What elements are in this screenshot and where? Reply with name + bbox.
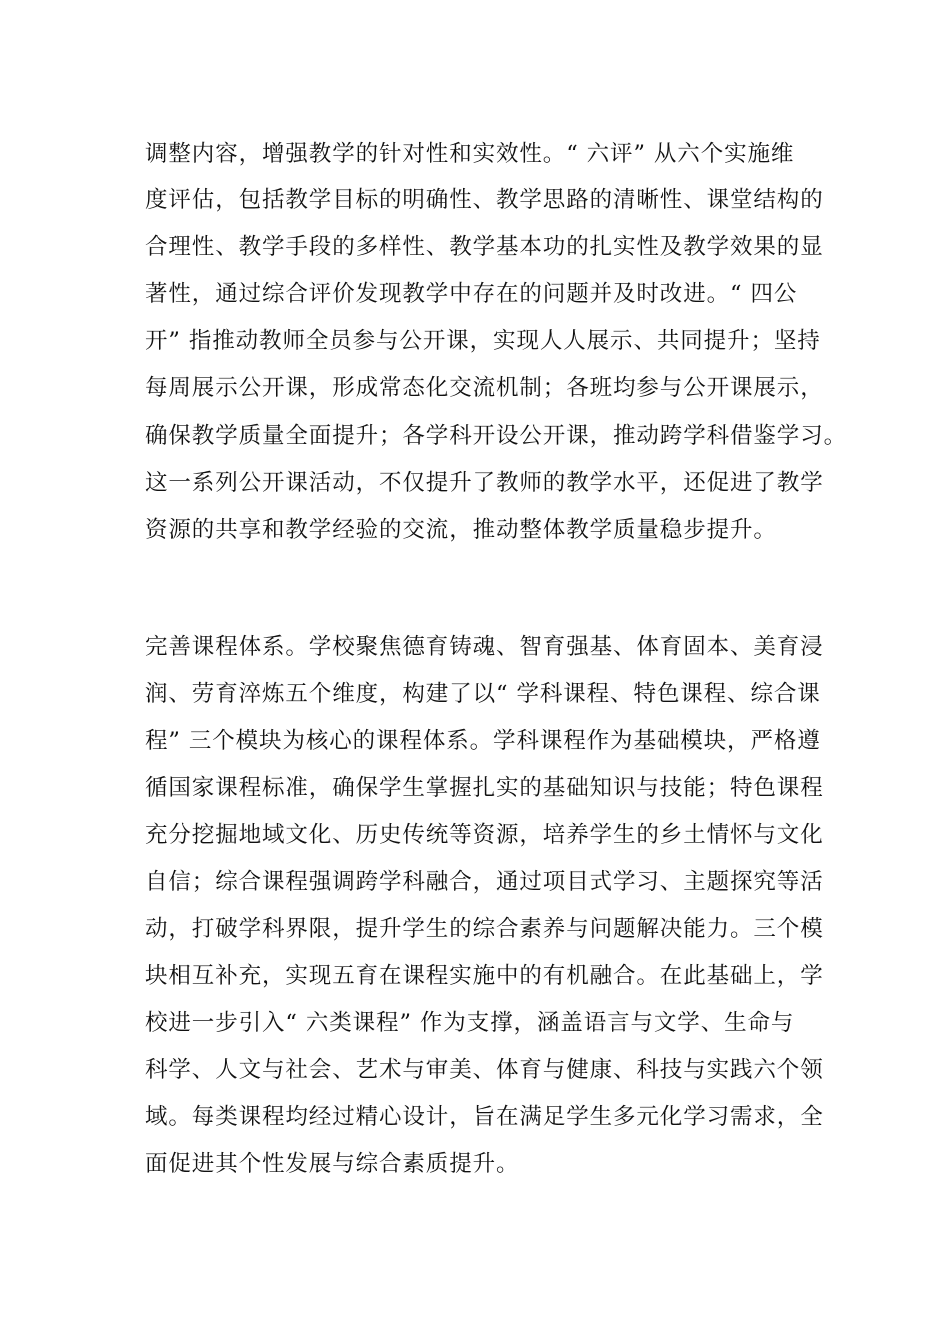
text-line: 度评估，包括教学目标的明确性、教学思路的清晰性、课堂结构的	[145, 187, 824, 213]
text-line: 充分挖掘地域文化、历史传统等资源，培养学生的乡土情怀与文化	[145, 822, 824, 848]
text-line: 程” 三个模块为核心的课程体系。学科课程作为基础模块，严格遵	[145, 728, 821, 754]
text-line: 资源的共享和教学经验的交流，推动整体教学质量稳步提升。	[145, 517, 777, 543]
text-line: 开” 指推动教师全员参与公开课，实现人人展示、共同提升；坚持	[145, 328, 821, 354]
text-line: 合理性、教学手段的多样性、教学基本功的扎实性及教学效果的显	[145, 234, 824, 260]
text-line: 科学、人文与社会、艺术与审美、体育与健康、科技与实践六个领	[145, 1057, 824, 1083]
text-line: 润、劳育淬炼五个维度，构建了以“ 学科课程、特色课程、综合课	[145, 681, 821, 707]
text-line: 动，打破学科界限，提升学生的综合素养与问题解决能力。三个模	[145, 916, 824, 942]
text-line: 面促进其个性发展与综合素质提升。	[145, 1151, 520, 1177]
text-line: 这一系列公开课活动，不仅提升了教师的教学水平，还促进了教学	[145, 470, 824, 496]
text-line: 每周展示公开课，形成常态化交流机制；各班均参与公开课展示，	[145, 375, 824, 401]
text-line: 自信；综合课程强调跨学科融合，通过项目式学习、主题探究等活	[145, 869, 824, 895]
text-line: 完善课程体系。学校聚焦德育铸魂、智育强基、体育固本、美育浸	[145, 634, 824, 660]
text-line: 著性，通过综合评价发现教学中存在的问题并及时改进。“ 四公	[145, 281, 798, 307]
text-line: 确保教学质量全面提升；各学科开设公开课，推动跨学科借鉴学习。	[145, 423, 848, 449]
text-line: 域。每类课程均经过精心设计，旨在满足学生多元化学习需求，全	[145, 1104, 824, 1130]
text-line: 循国家课程标准，确保学生掌握扎实的基础知识与技能；特色课程	[145, 775, 824, 801]
text-line: 调整内容，增强教学的针对性和实效性。“ 六评” 从六个实施维	[145, 141, 795, 167]
text-line: 块相互补充，实现五育在课程实施中的有机融合。在此基础上，学	[145, 963, 824, 989]
text-line: 校进一步引入“ 六类课程” 作为支撑，涵盖语言与文学、生命与	[145, 1010, 795, 1036]
